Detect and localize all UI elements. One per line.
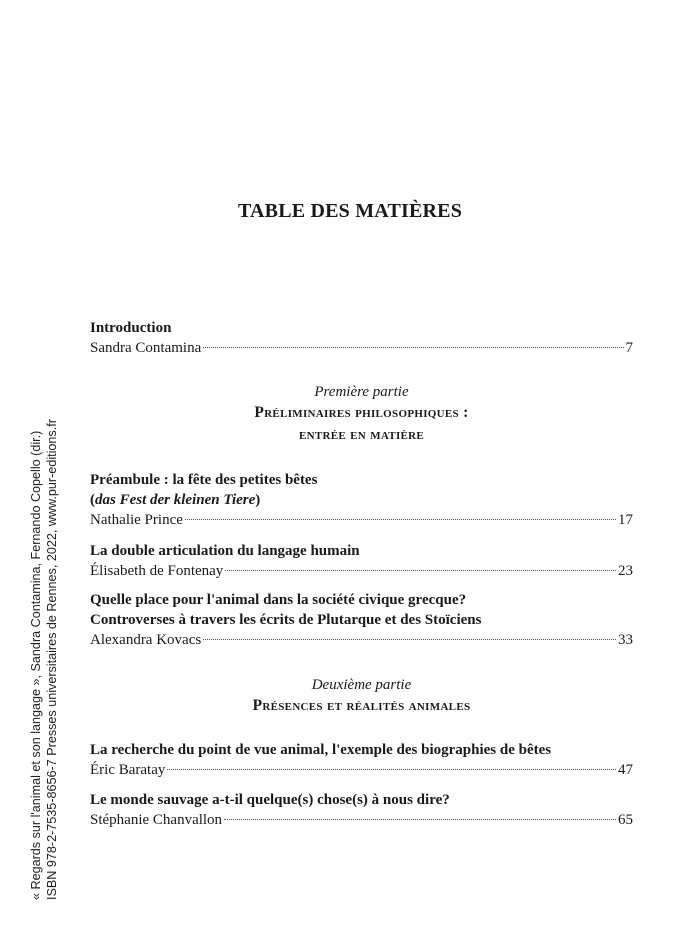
entry-author: Sandra Contamina [90, 340, 202, 356]
entry-author: Élisabeth de Fontenay [90, 563, 224, 579]
part-label: Première partie [314, 384, 409, 400]
toc-entry-introduction [90, 318, 633, 358]
side-citation-line-1: « Regards sur l'animal et son langage », Sandra Contamina, Fernando Copello (dir.) [29, 430, 43, 900]
part-label: Deuxième partie [311, 677, 412, 693]
toc-entry [90, 740, 633, 780]
entry-author: Stéphanie Chanvallon [90, 812, 223, 828]
dot-leader [224, 818, 616, 820]
part-name-line-1: Préliminaires philosophiques : [254, 404, 469, 421]
toc-entry [90, 541, 633, 581]
author-row [90, 561, 633, 581]
dot-leader [185, 518, 616, 520]
entry-title: La double articulation du langage humain [90, 543, 360, 559]
entry-title: Préambule : la fête des petites bêtes [90, 472, 318, 488]
entry-page[interactable]: 17 [618, 512, 633, 528]
entry-page[interactable]: 65 [618, 812, 633, 828]
dot-leader [203, 346, 623, 348]
entry-title: Quelle place pour l'animal dans la société civique grecque? [90, 592, 467, 608]
entry-page[interactable]: 33 [618, 632, 633, 648]
entry-subtitle: Controverses à travers les écrits de Plutarque et des Stoïciens [90, 612, 482, 628]
toc-entry [90, 790, 633, 830]
entry-page[interactable]: 7 [625, 340, 633, 356]
part-heading-1 [90, 382, 633, 446]
entry-author: Alexandra Kovacs [90, 632, 202, 648]
toc-entry [90, 590, 633, 650]
part-heading-2 [90, 675, 633, 717]
entry-author: Éric Baratay [90, 762, 166, 778]
side-citation-line-2: ISBN 978-2-7535-8656-7 Presses universitaires de Rennes, 2022, www.pur-editions.fr [45, 419, 59, 900]
part-name-line-1: Présences et réalités animales [252, 697, 471, 714]
author-row [90, 760, 633, 780]
author-row [90, 630, 633, 650]
entry-title: La recherche du point de vue animal, l'exemple des biographies de bêtes [90, 742, 552, 758]
toc-entry [90, 470, 633, 530]
entry-title: Introduction [90, 320, 172, 336]
side-citation [28, 0, 60, 900]
entry-subtitle: (das Fest der kleinen Tiere) [90, 492, 261, 508]
entry-page[interactable]: 47 [618, 762, 633, 778]
page-title: TABLE DES MATIÈRES [237, 200, 463, 222]
author-row [90, 810, 633, 830]
entry-title: Le monde sauvage a-t-il quelque(s) chose(s) à nous dire? [90, 792, 450, 808]
dot-leader [203, 638, 616, 640]
dot-leader [225, 569, 616, 571]
author-row [90, 338, 633, 358]
entry-page[interactable]: 23 [618, 563, 633, 579]
entry-author: Nathalie Prince [90, 512, 183, 528]
part-name-line-2: entrée en matière [298, 426, 425, 443]
author-row [90, 510, 633, 530]
dot-leader [167, 768, 616, 770]
entry-subtitle-italic: das Fest der kleinen Tiere [95, 492, 256, 508]
